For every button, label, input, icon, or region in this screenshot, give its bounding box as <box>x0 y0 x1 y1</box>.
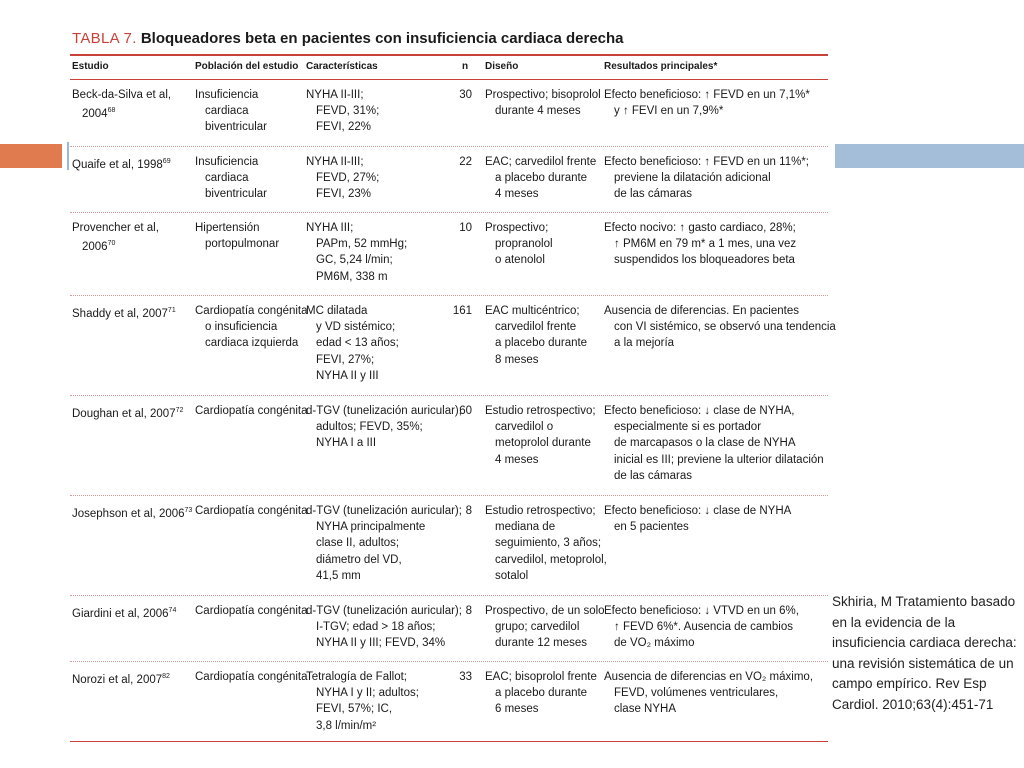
cell-line: NYHA II-III; <box>306 156 364 168</box>
cell-line: mediana de <box>495 521 556 534</box>
cell-resultados <box>604 503 791 535</box>
cell-line: sotalol <box>495 569 529 582</box>
cell-line: 8 meses <box>495 353 539 366</box>
header-n: n <box>462 61 469 72</box>
cell-resultados <box>604 303 836 352</box>
reference-number: 69 <box>162 158 171 165</box>
row-separator <box>70 395 828 396</box>
cell-diseno <box>485 87 601 119</box>
cell-line: GC, 5,24 l/min; <box>316 254 393 267</box>
reference-number: 70 <box>107 240 116 248</box>
cell-line: Cardiopatía congénita <box>195 671 308 683</box>
header-poblacion: Población del estudio <box>195 61 299 72</box>
cell-estudio <box>72 154 171 173</box>
cell-caracteristicas <box>306 669 419 734</box>
cell-line: FEVD, 27%; <box>316 172 380 185</box>
cell-caracteristicas <box>306 154 379 203</box>
cell-line: Ausencia de diferencias. En pacientes <box>604 305 799 317</box>
cell-line: Prospectivo, de un solo <box>485 605 605 617</box>
cell-line: 2004$^{68}$ <box>82 107 116 121</box>
cell-n: 33 <box>459 671 472 683</box>
cell-line: NYHA II y III <box>316 369 379 382</box>
cell-line: FEVI, 57%; IC, <box>316 703 393 716</box>
cell-resultados <box>604 220 796 269</box>
cell-line: Norozi et al, 2007$^{82}$ <box>72 673 170 686</box>
cell-line: EAC; bisoprolol frente <box>485 671 597 683</box>
cell-n: 161 <box>452 305 472 317</box>
cell-poblacion <box>195 503 308 519</box>
cell-line: 41,5 mm <box>316 569 361 582</box>
reference-number: 82 <box>162 673 170 680</box>
cell-line: carvedilol, metoprolol, <box>495 553 607 566</box>
cell-poblacion <box>195 154 267 203</box>
cell-poblacion <box>195 220 279 252</box>
cell-line: portopulmonar <box>205 238 280 251</box>
cell-line: Insuficiencia <box>195 89 259 101</box>
cell-n: 30 <box>459 89 472 101</box>
reference-number: 72 <box>175 407 184 414</box>
cell-line: 4 meses <box>495 188 539 201</box>
cell-line: Efecto beneficioso: ↓ clase de NYHA <box>604 505 792 517</box>
cell-estudio <box>72 669 170 688</box>
cell-line: seguimiento, 3 años; <box>495 537 602 550</box>
cell-estudio <box>72 303 176 322</box>
cell-line: Efecto nocivo: ↑ gasto cardiaco, 28%; <box>604 222 796 234</box>
header-resultados: Resultados principales* <box>604 61 718 72</box>
cell-line: de marcapasos o la clase de NYHA <box>614 437 796 450</box>
cell-line: en 5 pacientes <box>614 521 689 534</box>
cell-n: 8 <box>465 605 472 617</box>
cell-line: FEVD, volúmenes ventriculares, <box>614 687 779 700</box>
cell-line: previene la dilatación adicional <box>614 172 771 185</box>
cell-line: inicial es III; previene la ulterior dilatación <box>614 453 824 466</box>
cell-line: Ausencia de diferencias en VO₂ máximo, <box>604 671 814 683</box>
cell-line: biventricular <box>205 121 267 134</box>
cell-estudio <box>72 603 176 622</box>
row-separator <box>70 495 828 496</box>
row-separator <box>70 146 828 147</box>
cell-line: Beck-da-Silva et al, <box>72 89 172 101</box>
cell-line: durante 4 meses <box>495 105 581 118</box>
cell-line: FEVI, 27%; <box>316 353 375 366</box>
cell-line: 4 meses <box>495 453 539 466</box>
cell-line: 3,8 l/min/m² <box>316 719 377 732</box>
title-rule <box>70 54 828 56</box>
cell-resultados <box>604 603 799 652</box>
cell-diseno <box>485 503 607 584</box>
table-caption: Bloqueadores beta en pacientes con insuficiencia cardiaca derecha <box>140 30 624 47</box>
cell-line: Josephson et al, 2006$^{73}$ <box>72 507 193 520</box>
cell-poblacion <box>195 669 308 685</box>
cell-diseno <box>485 669 597 718</box>
cell-poblacion <box>195 303 308 352</box>
citation-text: Skhiria, M Tratamiento basado en la evidencia de la insuficiencia cardiaca derecha: una revisión sistemática de un campo empírico. Rev Esp Cardiol. 2010;63(4):451-71 <box>832 594 1017 712</box>
cell-line: a placebo durante <box>495 337 588 350</box>
cell-line: clase NYHA <box>614 703 676 716</box>
cell-line: Estudio retrospectivo; <box>485 405 596 417</box>
cell-line: metoprolol durante <box>495 437 591 450</box>
cell-n: 60 <box>459 405 472 417</box>
cell-diseno <box>485 303 587 368</box>
cell-line: I-TGV; edad > 18 años; <box>316 621 436 634</box>
cell-n: 8 <box>465 505 472 517</box>
cell-line: Provencher et al, <box>72 222 159 234</box>
header-diseno: Diseño <box>485 61 519 72</box>
cell-line: PM6M, 338 m <box>316 270 388 283</box>
cell-line: FEVI, 23% <box>316 188 371 201</box>
cell-poblacion <box>195 87 267 136</box>
cell-line: grupo; carvedilol <box>495 621 580 634</box>
cell-estudio <box>72 87 171 122</box>
reference-number: 73 <box>184 507 193 514</box>
cell-caracteristicas <box>306 220 407 285</box>
cell-line: Estudio retrospectivo; <box>485 505 596 517</box>
cell-line: de las cámaras <box>614 469 692 482</box>
row-separator <box>70 212 828 213</box>
cell-line: Giardini et al, 2006$^{74}$ <box>72 607 177 620</box>
cell-line: biventricular <box>205 188 267 201</box>
cell-line: Efecto beneficioso: ↓ clase de NYHA, <box>604 405 795 417</box>
reference-number: 68 <box>107 107 116 115</box>
cell-line: d-TGV (tunelización auricular); <box>306 605 462 617</box>
cell-line: EAC multicéntrico; <box>485 305 580 317</box>
cell-resultados <box>604 154 809 203</box>
cell-estudio <box>72 220 159 255</box>
cell-resultados <box>604 87 810 119</box>
bottom-rule <box>70 741 828 742</box>
cell-line: NYHA II-III; <box>306 89 364 101</box>
cell-line: ↑ FEVD 6%*. Ausencia de cambios <box>614 621 793 634</box>
cell-line: edad < 13 años; <box>316 337 399 350</box>
cell-line: Doughan et al, 2007$^{72}$ <box>72 407 184 420</box>
cell-line: NYHA principalmente <box>316 521 426 534</box>
cell-resultados <box>604 669 813 718</box>
row-separator <box>70 595 828 596</box>
cell-line: clase II, adultos; <box>316 537 400 550</box>
cell-line: a placebo durante <box>495 687 588 700</box>
cell-poblacion <box>195 403 308 419</box>
cell-line: diámetro del VD, <box>316 553 402 566</box>
cell-line: PAPm, 52 mmHg; <box>316 238 408 251</box>
cell-resultados <box>604 403 824 484</box>
cell-line: EAC; carvedilol frente <box>485 156 597 168</box>
cell-line: MC dilatada <box>306 305 368 317</box>
cell-line: 2006$^{70}$ <box>82 240 116 254</box>
cell-line: a la mejoría <box>614 337 675 350</box>
cell-line: 6 meses <box>495 703 539 716</box>
accent-bar-left <box>0 144 62 168</box>
cell-line: Insuficiencia <box>195 156 259 168</box>
cell-estudio <box>72 403 183 422</box>
cell-line: NYHA I a III <box>316 437 377 450</box>
cell-estudio <box>72 503 192 522</box>
cell-diseno <box>485 403 596 468</box>
cell-caracteristicas <box>306 87 379 136</box>
cell-line: de VO₂ máximo <box>614 637 695 650</box>
cell-line: Cardiopatía congénita <box>195 305 308 317</box>
cell-line: durante 12 meses <box>495 637 588 650</box>
cell-line: Efecto beneficioso: ↑ FEVD en un 7,1%* <box>604 89 810 101</box>
cell-line: cardiaca <box>205 172 249 185</box>
cell-line: d-TGV (tunelización auricular); <box>306 505 462 517</box>
cell-n: 22 <box>459 156 472 168</box>
cell-poblacion <box>195 603 308 619</box>
cell-line: carvedilol o <box>495 421 554 434</box>
header-estudio: Estudio <box>72 61 109 72</box>
cell-line: FEVI, 22% <box>316 121 371 134</box>
cell-diseno <box>485 220 553 269</box>
cell-line: cardiaca <box>205 105 249 118</box>
reference-number: 74 <box>168 607 177 614</box>
row-separator <box>70 295 828 296</box>
cell-line: y ↑ FEVI en un 7,9%* <box>614 105 724 118</box>
table-title <box>72 30 624 47</box>
cell-line: d-TGV (tunelización auricular); <box>306 405 462 417</box>
cell-line: Cardiopatía congénita <box>195 405 308 417</box>
cell-line: Tetralogía de Fallot; <box>306 671 408 683</box>
accent-bar-right <box>835 144 1024 168</box>
cell-line: ↑ PM6M en 79 m* a 1 mes, una vez <box>614 238 797 251</box>
cell-line: FEVD, 31%; <box>316 105 380 118</box>
cell-line: Prospectivo; bisoprolol <box>485 89 601 101</box>
cell-line: o insuficiencia <box>205 321 278 334</box>
cell-line: con VI sistémico, se observó una tendencia <box>614 321 836 334</box>
row-separator <box>70 661 828 662</box>
cell-line: Cardiopatía congénita <box>195 505 308 517</box>
cell-line: a placebo durante <box>495 172 588 185</box>
cell-line: Efecto beneficioso: ↑ FEVD en un 11%*; <box>604 156 809 168</box>
reference-number: 71 <box>167 307 176 314</box>
cell-line: especialmente si es portador <box>614 421 762 434</box>
cell-line: y VD sistémico; <box>316 321 396 334</box>
cell-line: Efecto beneficioso: ↓ VTVD en un 6%, <box>604 605 799 617</box>
cell-line: o atenolol <box>495 254 545 267</box>
header-caracteristicas: Características <box>306 61 378 72</box>
header-rule <box>70 79 828 80</box>
cell-line: Hipertensión <box>195 222 260 234</box>
cell-line: Prospectivo; <box>485 222 549 234</box>
cell-line: Quaife et al, 1998$^{69}$ <box>72 158 171 171</box>
cell-line: Shaddy et al, 2007$^{71}$ <box>72 307 176 320</box>
cell-line: adultos; FEVD, 35%; <box>316 421 423 434</box>
cell-line: de las cámaras <box>614 188 692 201</box>
cell-line: cardiaca izquierda <box>205 337 299 350</box>
cell-line: NYHA II y III; FEVD, 34% <box>316 637 446 650</box>
table-label: TABLA 7. <box>72 30 137 47</box>
cell-line: carvedilol frente <box>495 321 577 334</box>
cell-caracteristicas <box>306 303 399 384</box>
cell-line: Cardiopatía congénita <box>195 605 308 617</box>
cell-line: propranolol <box>495 238 553 251</box>
cell-n: 10 <box>459 222 472 234</box>
cell-line: suspendidos los bloqueadores beta <box>614 254 795 267</box>
cell-diseno <box>485 154 596 203</box>
cell-line: NYHA III; <box>306 222 354 234</box>
cell-line: NYHA I y II; adultos; <box>316 687 419 700</box>
cell-diseno <box>485 603 605 652</box>
accent-divider <box>67 142 69 170</box>
